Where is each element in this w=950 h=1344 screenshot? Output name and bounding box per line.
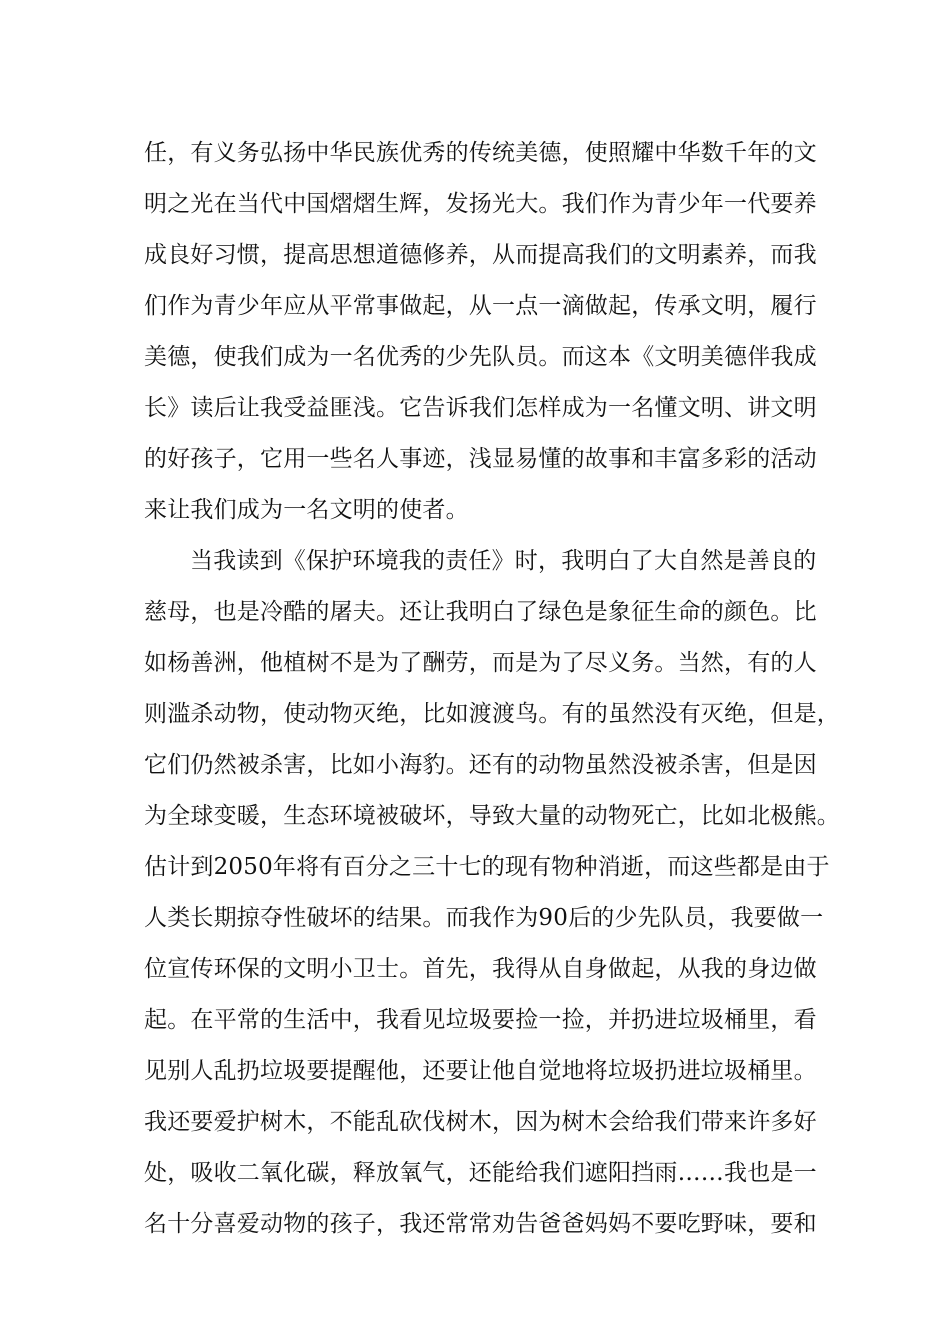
text-line: 如杨善洲，他植树不是为了酬劳，而是为了尽义务。当然，有的人 [144,650,817,676]
text-line: 为全球变暖，生态环境被破坏，导致大量的动物死亡，比如北极熊。 [144,803,840,829]
body-text [144,128,840,1250]
text-line: 位宣传环保的文明小卫士。首先，我得从自身做起，从我的身边做 [144,956,817,982]
text-line: 来让我们成为一名文明的使者。 [144,497,469,523]
text-line: 任，有义务弘扬中华民族优秀的传统美德，使照耀中华数千年的文 [144,140,817,166]
text-line: 我还要爱护树木，不能乱砍伐树木，因为树木会给我们带来许多好 [144,1109,817,1135]
text-line: 长》读后让我受益匪浅。它告诉我们怎样成为一名懂文明、讲文明 [144,395,817,421]
paragraph-start-line: 当我读到《保护环境我的责任》时，我明白了大自然是善良的 [190,548,817,574]
text-line: 处，吸收二氧化碳，释放氧气，还能给我们遮阳挡雨……我也是一 [144,1160,817,1186]
text-line: 慈母，也是冷酷的屠夫。还让我明白了绿色是象征生命的颜色。比 [144,599,817,625]
text-line: 成良好习惯，提高思想道德修养，从而提高我们的文明素养，而我 [144,242,817,268]
text-line: 起。在平常的生活中，我看见垃圾要捡一捡，并扔进垃圾桶里，看 [144,1007,817,1033]
text-line: 名十分喜爱动物的孩子，我还常常劝告爸爸妈妈不要吃野味，要和 [144,1211,817,1237]
text-line: 明之光在当代中国熠熠生辉，发扬光大。我们作为青少年一代要养 [144,191,817,217]
text-line: 人类长期掠夺性破坏的结果。而我作为90后的少先队员，我要做一 [144,905,824,931]
text-line: 见别人乱扔垃圾要提醒他，还要让他自觉地将垃圾扔进垃圾桶里。 [144,1058,817,1084]
text-line: 它们仍然被杀害，比如小海豹。还有的动物虽然没被杀害，但是因 [144,752,817,778]
text-line: 的好孩子，它用一些名人事迹，浅显易懂的故事和丰富多彩的活动 [144,446,817,472]
text-line: 美德，使我们成为一名优秀的少先队员。而这本《文明美德伴我成 [144,344,817,370]
text-line: 则滥杀动物，使动物灭绝，比如渡渡鸟。有的虽然没有灭绝，但是， [144,701,840,727]
text-line: 估计到2050年将有百分之三十七的现有物种消逝，而这些都是由于 [144,854,830,880]
text-line: 们作为青少年应从平常事做起，从一点一滴做起，传承文明，履行 [144,293,817,319]
